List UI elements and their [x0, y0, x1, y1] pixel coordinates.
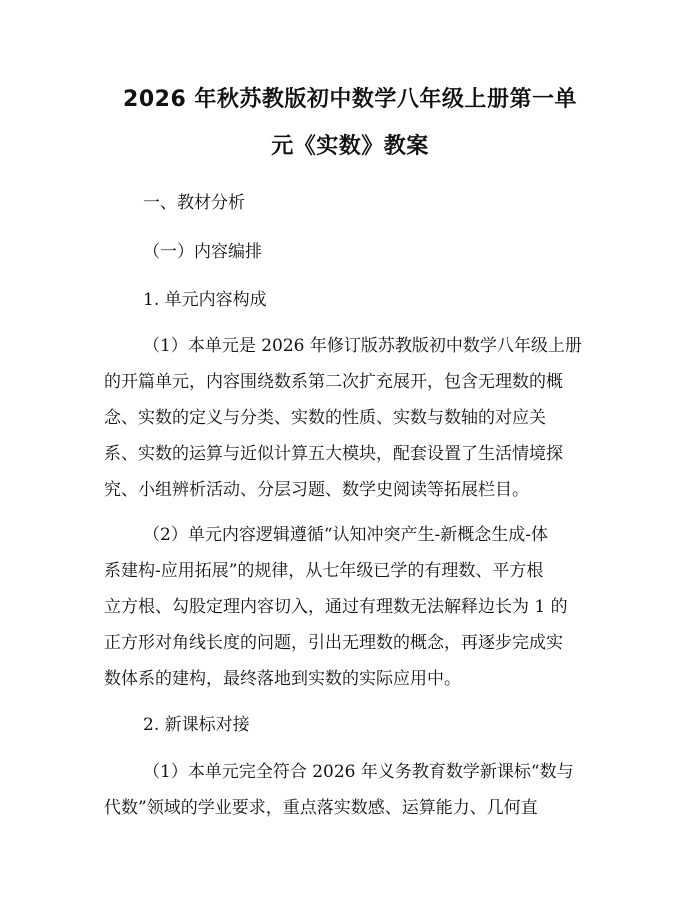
paragraph-3-line-1: （1）本单元完全符合 2026 年义务教育数学新课标“数与	[143, 762, 574, 782]
item-heading-unit-composition: 1. 单元内容构成	[143, 290, 267, 310]
section-heading-textbook-analysis: 一、教材分析	[143, 193, 245, 213]
paragraph-1-line-2: 的开篇单元，内容围绕数系第二次扩充展开，包含无理数的概	[104, 372, 563, 392]
paragraph-3-line-2: 代数”领域的学业要求，重点落实数感、运算能力、几何直	[104, 798, 538, 818]
paragraph-2-line-4: 正方形对角线长度的问题，引出无理数的概念，再逐步完成实	[104, 633, 563, 653]
item-heading-new-curriculum-alignment: 2. 新课标对接	[143, 715, 250, 735]
paragraph-2-line-3: 立方根、勾股定理内容切入，通过有理数无法解释边长为 1 的	[104, 597, 568, 617]
paragraph-2-line-5: 数体系的建构，最终落地到实数的实际应用中。	[104, 669, 461, 689]
paragraph-2-line-1: （2）单元内容逻辑遵循“认知冲突产生-新概念生成-体	[143, 525, 548, 545]
paragraph-1-line-5: 究、小组辨析活动、分层习题、数学史阅读等拓展栏目。	[104, 480, 529, 500]
paragraph-1-line-4: 系、实数的运算与近似计算五大模块，配套设置了生活情境探	[104, 444, 563, 464]
paragraph-2-line-2: 系建构-应用拓展”的规律，从七年级已学的有理数、平方根	[104, 561, 544, 581]
paragraph-1-line-1: （1）本单元是 2026 年修订版苏教版初中数学八年级上册	[143, 336, 582, 356]
document-title-line-1: 2026 年秋苏教版初中数学八年级上册第一单	[123, 87, 577, 112]
document-title-line-2: 元《实数》教案	[271, 134, 429, 159]
subsection-heading-content-arrangement: （一）内容编排	[143, 242, 262, 262]
paragraph-1-line-3: 念、实数的定义与分类、实数的性质、实数与数轴的对应关	[104, 408, 546, 428]
